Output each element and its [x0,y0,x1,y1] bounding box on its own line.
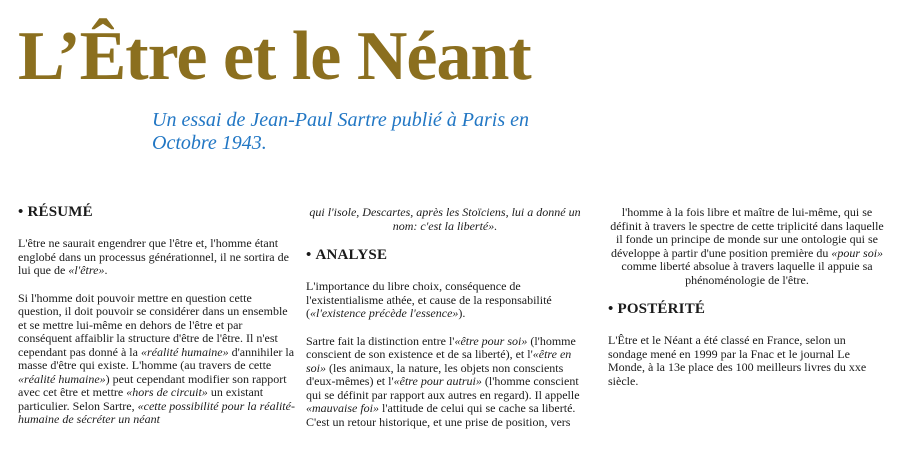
text-run: L'être ne saurait engendrer que l'être et, l'homme étant englobé dans un processus générationnel, il ne sortira de lui que de [18,236,289,277]
quote-run: «réalité humaine» [18,371,106,386]
text-run: (l'homme conscient qui se définit par rapport aux autres en regard). Il appelle [306,374,580,402]
subtitle: Un essai de Jean-Paul Sartre publié à Paris en Octobre 1943. [152,109,529,154]
quote-run: «l'être» [68,263,105,277]
quote-run: «être en soi» [306,347,572,375]
column-posterite [608,206,886,402]
quote-run: «être pour autrui» [393,374,482,388]
text-run: ). [458,306,466,320]
heading-text: ANALYSE [315,247,388,263]
text-run: (l'homme conscient de son existence et de sa liberté), et l' [306,333,576,361]
bullet-icon: • [18,204,24,220]
quote-run: «pour soi» [831,245,884,260]
text-run: L'importance du libre choix, conséquence de l'existentialisme athée, et cause de la responsabilité ( [306,279,552,320]
quote-run: «être pour soi» [454,333,528,348]
section-heading-resume [18,204,296,220]
heading-text: POSTÉRITÉ [617,301,706,317]
text-run: d'annihiler la masse d'être qui existe. L'homme (au travers de cette [18,344,295,372]
resume-paragraph-1 [18,237,296,278]
text-run: (les animaux, la nature, les objets non conscients d'eux-mêmes) et l' [306,360,564,388]
section-heading-analyse [306,247,584,263]
analyse-paragraph-2 [306,335,584,430]
bullet-icon: • [608,301,614,317]
heading-text: RÉSUMÉ [27,204,93,220]
posterite-paragraph-1: L'Être et le Néant a été classé en France, selon un sondage mené en 1999 par la Fnac et le journal Le Monde, à la 13e place des 100 meilleurs livres du xxe siècle. [608,333,867,388]
quote-run: «l'existence précède l'essence» [310,306,459,320]
quote-run: «hors de circuit» [126,385,208,399]
text-run: l'homme à la fois libre et maître de lui-même, qui se définit à travers le spectre de cette triplicité dans laquelle il fonde un principe de monde sur une ontologie qui se développe à partir d'une position première du [610,205,884,260]
quote-run: «cette possibilité pour la réalité-humaine de sécréter un néant [18,398,295,426]
analyse-paragraph-1 [306,280,584,321]
bullet-icon: • [306,247,312,263]
text-run: Si l'homme doit pouvoir mettre en question cette question, il doit pouvoir se considérer dans un ensemble et se mettre lui-même en dehors de l'être et par conséquent affaiblir la structure d'être de l'être. Il n'est cependant pas donné à la [18,290,288,359]
page-title: L’Être et le Néant [18,18,531,95]
column-resume [18,204,296,441]
continuation-text: qui l'isole, Descartes, après les Stoïciens, lui a donné un nom: c'est la liberté». [309,205,581,233]
text-run: l'attitude de celui qui se cache sa liberté. C'est un retour historique, et une prise de position, vers [306,401,576,429]
text-run: Sartre fait la distinction entre l' [306,333,455,348]
continuation-text [608,206,886,287]
text-run: comme liberté absolue à travers laquelle il appuie sa phénoménologie de l'être. [621,259,873,287]
resume-paragraph-2 [18,292,296,427]
quote-run: «réalité humaine» [140,344,229,359]
text-run: . [104,263,108,277]
text-run: ) peut cependant modifier son rapport avec cet être et mettre [18,371,287,399]
column-analyse [306,206,584,443]
quote-run: «mauvaise foi» [306,401,379,415]
text-run: un existant particulier. Selon Sartre, [18,385,264,413]
section-heading-posterite [608,301,886,317]
